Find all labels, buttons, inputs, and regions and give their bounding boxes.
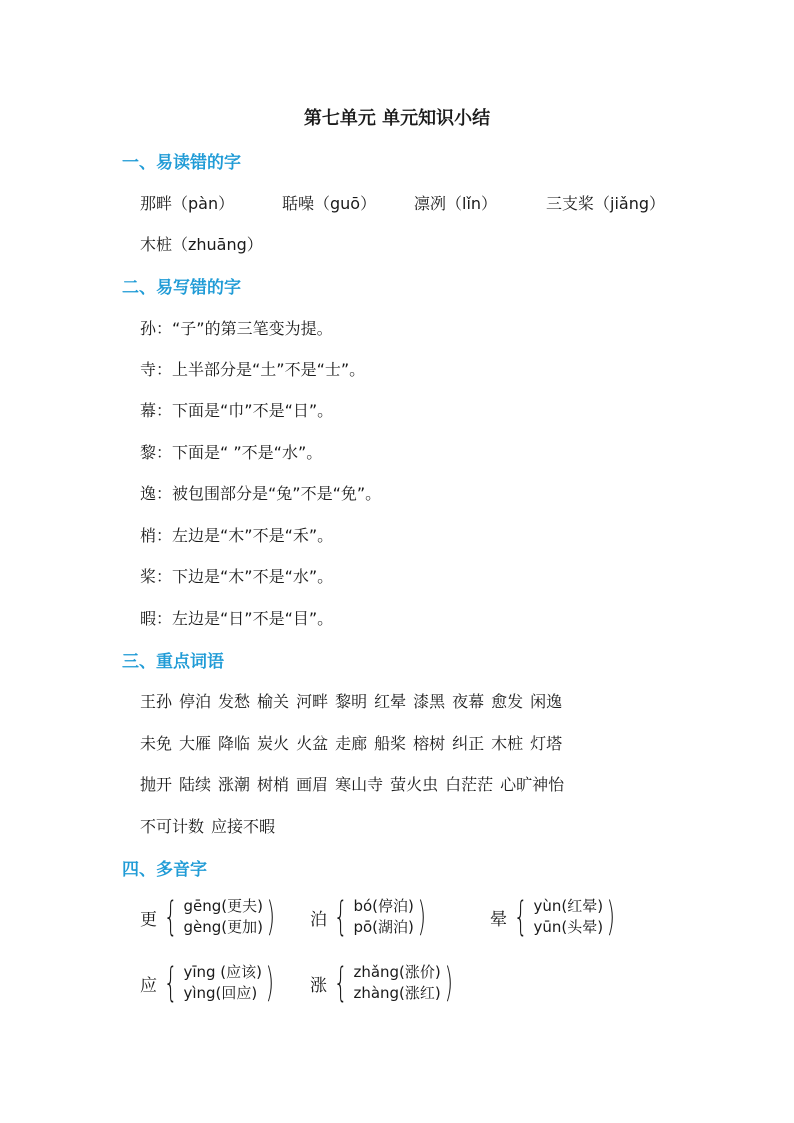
left-brace-icon: {	[163, 960, 178, 1006]
hard-to-read-item: 那畔（pàn）	[140, 194, 235, 213]
key-word: 应接不暇	[211, 817, 276, 836]
hard-to-write-line: 桨：下边是“木”不是“水”。	[140, 567, 334, 586]
key-word: 船桨	[374, 734, 407, 753]
key-word: 白茫茫	[445, 775, 494, 794]
key-word: 心旷神怡	[500, 775, 565, 794]
key-word: 灯塔	[530, 734, 563, 753]
hard-to-write-line: 黎：下面是“ ”不是“水”。	[140, 443, 323, 462]
key-words-row	[140, 772, 571, 795]
polyphone-reading: zhǎng(涨价)	[353, 963, 441, 981]
polyphone-reading: pō(湖泊)	[353, 918, 414, 936]
key-word: 萤火虫	[390, 775, 439, 794]
polyphone-reading: yùn(红晕)	[533, 897, 604, 915]
left-brace-icon: {	[513, 894, 528, 940]
polyphone-bo	[310, 896, 429, 938]
key-word: 不可计数	[140, 817, 205, 836]
key-word: 大雁	[179, 734, 212, 753]
left-brace-icon: {	[333, 960, 348, 1006]
polyphone-geng	[140, 896, 279, 938]
key-word: 愈发	[491, 692, 524, 711]
key-word: 寒山寺	[335, 775, 384, 794]
polyphone-char: 更	[140, 909, 157, 930]
section-heading-hard-to-write: 二、易写错的字	[122, 278, 241, 298]
polyphone-ying	[140, 962, 278, 1004]
key-word: 漆黑	[413, 692, 446, 711]
left-brace-icon: {	[163, 894, 178, 940]
right-brace-icon: )	[417, 894, 426, 940]
key-word: 发愁	[218, 692, 251, 711]
key-word: 黎明	[335, 692, 368, 711]
hard-to-read-item: 木桩（zhuāng）	[140, 235, 263, 254]
hard-to-write-line: 寺：上半部分是“土”不是“士”。	[140, 360, 366, 379]
key-word: 榆关	[257, 692, 290, 711]
right-brace-icon: )	[265, 960, 275, 1006]
key-words-row	[140, 731, 569, 754]
page-title: 第七单元 单元知识小结	[303, 108, 491, 129]
key-words-row	[140, 814, 282, 837]
hard-to-write-line: 幕：下面是“巾”不是“日”。	[140, 401, 334, 420]
section-heading-hard-to-read: 一、易读错的字	[122, 153, 241, 173]
left-brace-icon: {	[333, 894, 348, 940]
key-word: 火盆	[296, 734, 329, 753]
key-word: 抛开	[140, 775, 173, 794]
key-word: 木桩	[491, 734, 524, 753]
hard-to-write-line: 逸：被包围部分是“兔”不是“免”。	[140, 484, 382, 503]
section-heading-key-words: 三、重点词语	[122, 652, 224, 672]
polyphone-reading: bó(停泊)	[353, 897, 414, 915]
polyphone-char: 涨	[310, 975, 327, 996]
polyphone-char: 晕	[490, 909, 507, 930]
polyphone-yun	[490, 896, 619, 938]
right-brace-icon: )	[266, 894, 276, 940]
polyphone-reading: yūn(头晕)	[533, 918, 604, 936]
right-brace-icon: )	[444, 960, 453, 1006]
key-word: 纠正	[452, 734, 485, 753]
key-word: 画眉	[296, 775, 329, 794]
hard-to-write-line: 梢：左边是“木”不是“禾”。	[140, 526, 334, 545]
key-word: 降临	[218, 734, 251, 753]
key-word: 未免	[140, 734, 173, 753]
key-word: 榕树	[413, 734, 446, 753]
hard-to-write-line: 孙：“子”的第三笔变为提。	[140, 319, 333, 338]
key-word: 走廊	[335, 734, 368, 753]
key-word: 树梢	[257, 775, 290, 794]
polyphone-char: 应	[140, 975, 157, 996]
polyphone-char: 泊	[310, 909, 327, 930]
key-word: 陆续	[179, 775, 212, 794]
key-word: 炭火	[257, 734, 290, 753]
right-brace-icon: )	[606, 894, 616, 940]
key-word: 涨潮	[218, 775, 251, 794]
polyphone-reading: yīng (应该)	[183, 963, 262, 981]
key-word: 夜幕	[452, 692, 485, 711]
hard-to-read-item: 聒噪（guō）	[282, 194, 377, 213]
key-word: 停泊	[179, 692, 212, 711]
polyphone-reading: zhàng(涨红)	[353, 984, 441, 1002]
polyphone-reading: gēng(更夫)	[183, 897, 263, 915]
key-word: 闲逸	[530, 692, 563, 711]
key-words-row	[140, 689, 569, 712]
section-heading-polyphones: 四、多音字	[122, 860, 207, 880]
polyphone-reading: gèng(更加)	[183, 918, 263, 936]
polyphone-zhang	[310, 962, 456, 1004]
hard-to-read-item: 三支桨（jiǎng）	[546, 194, 665, 213]
polyphone-reading: yìng(回应)	[183, 984, 258, 1002]
hard-to-write-line: 暇：左边是“日”不是“目”。	[140, 609, 334, 628]
key-word: 红晕	[374, 692, 407, 711]
key-word: 王孙	[140, 692, 173, 711]
key-word: 河畔	[296, 692, 329, 711]
hard-to-read-item: 凛冽（lǐn）	[414, 194, 498, 213]
